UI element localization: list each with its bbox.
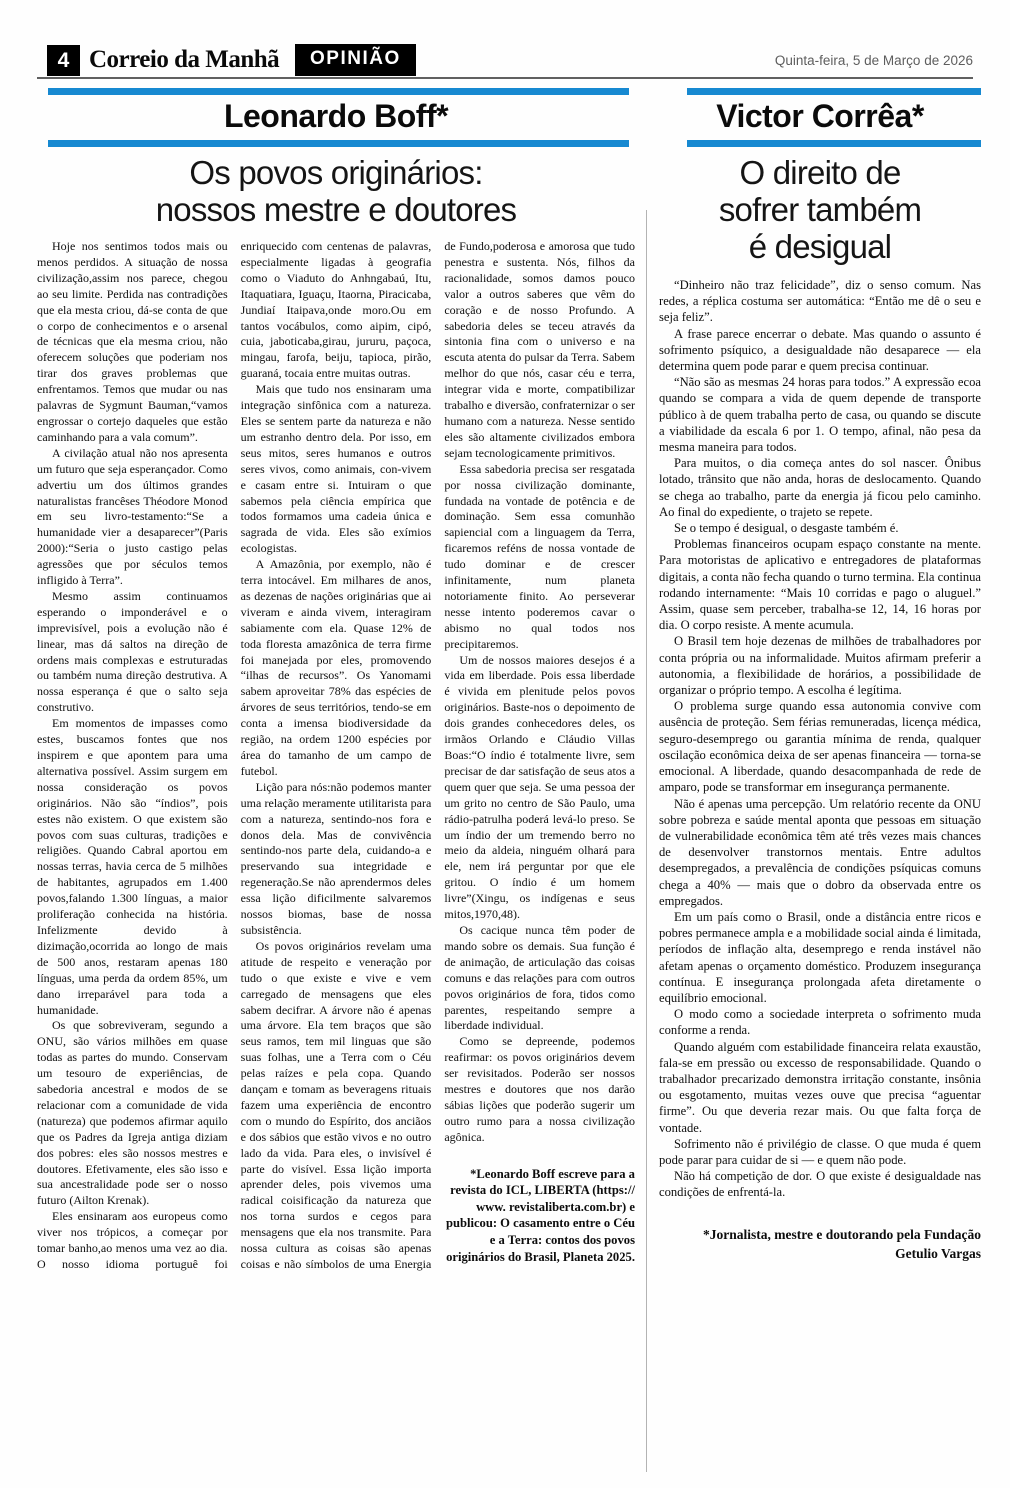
body-paragraph: Em um país como o Brasil, onde a distância entre ricos e pobres permanece ampla e a mobilidade social ainda é limitada, períodos de inflação alta, desemprego e renda instável não afetam apenas o orçamento doméstico. Produzem insegurança contínua. E insegurança prolongada afeta diretamente o equilíbrio emocional.	[659, 909, 981, 1005]
body-paragraph: Hoje nos sentimos todos mais ou menos perdidos. A situação de nossa civilização,assim nos parece, chegou ao seu limite. Perdida nas contradições que ela mesta criou, dá-se conta de que o corpo de conhecimentos e o arsenal de técnicas que ela mesma criou, não oferecem soluções que poderiam nos tirar dos graves problemas que enfrentamos. Temos que mudar ou nas palavras de Sygmunt Bauman,“vamos engrossar o cortejo daqueles que estão caminhando para a vala comum”.	[37, 239, 228, 444]
accent-bar-top	[48, 88, 629, 95]
article-title	[37, 154, 635, 228]
article-divider-line	[646, 210, 647, 1472]
body-paragraph: “Não são as mesmas 24 horas para todos.” A expressão ecoa quando se compara a vida de quem depende de transporte público à de quem trabalha perto de casa, ou quando se discute a viabilidade da escala 6 por 1. O tempo, afinal, não pesa da mesma maneira para todos.	[659, 375, 981, 455]
title-line: sofrer também	[718, 191, 922, 228]
author-credit: *Jornalista, mestre e doutorando pela Fundação Getulio Vargas	[702, 1226, 981, 1261]
article-leonardo-boff	[37, 88, 635, 1273]
body-paragraph: Para muitos, o dia começa antes do sol nascer. Ônibus lotado, trânsito que não anda, horas de deslocamento. Quando se chega ao trabalho, parte da energia já ficou pelo caminho. Ao final do expediente, o trajeto se repete.	[659, 456, 981, 519]
body-paragraph: Um de nossos maiores desejos é a vida em liberdade. Pois essa liberdade é vivida em plenitude pelos povos originários. Baste-nos o depoimento de dois grandes conhecedores deles, os irmãos Orlando e Cláudio Villas Boas:“O índio é totalmente livre, sem precisar de dar satisfação de seus atos a quem quer que seja. Se uma pessoa der um grito no centro de São Paulo, uma rádio-patrulha poderá levá-lo preso. Se um índio der um tremendo berro no meio da aldeia, ninguém olhará para ele, nem irá perguntar por que ele gritou. O índio é um homem livre”(Xingu, os indígenas e seus mitos,1970,48).	[444, 652, 635, 922]
paragraphs-container	[659, 277, 981, 1201]
section-label: OPINIÃO	[295, 44, 416, 76]
article-body	[659, 277, 981, 1263]
masthead-logo: Correio da Manhã	[89, 46, 280, 73]
body-paragraph: A frase parece encerrar o debate. Mas quando o assunto é sofrimento psíquico, a desigualdade não desaparece — ela determina quem pode parar e quem precisa continuar.	[659, 326, 981, 374]
body-paragraph: Se o tempo é desigual, o desgaste também é.	[674, 521, 899, 536]
body-paragraph: Eles ensinaram aos europeus como viver nos trópicos, a começar por tomar banho,ao menos uma vez ao dia. O nosso idioma portuguê foi enriquecido com centenas de palavras, especialmente ligadas à geografia como o Viaduto do Anhngabaú, Itu, Itaquatiara, Iguaçu, Itaorna, Piracicaba, Jundiaí Itaipava,onde moro.Ou em tantos vocábulos, como aipim, cipó, cuia, jaboticaba,girau, jururu, paçoca, mingau, farofa, beiju, tapioca, pirão, guaraná, tocaia entre muitas outras.	[37, 239, 432, 1271]
title-line: Os povos originários:	[189, 154, 483, 191]
body-paragraph: Mesmo assim continuamos esperando o imponderável e o imprevisível, pois a evolução não é linear, mas dá saltos na direção de ordens mais complexas e estruturadas ou também numa direção destrutiva. A nossa esperança é que o salto seja construtivo.	[37, 588, 228, 715]
body-paragraph: Quando alguém com estabilidade financeira relata exaustão, fala-se em pressão ou excesso de responsabilidade. Quando o trabalhador precarizado demonstra irritação constante, insônia ou esgotamento, muitas vezes ouve que precisa “aguentar firme”. Ou que deveria rezar mais. Ou que falta força de vontade.	[659, 1039, 981, 1135]
body-paragraph: O problema surge quando essa autonomia convive com ausência de proteção. Sem férias remuneradas, licença médica, seguro-desemprego ou garantia mínima de renda, qualquer oscilação econômica deixa de ser apenas financeira — torna-se emocional. A liberdade, quando desacompanhada de rede de amparo, pode se transformar em insegurança permanente.	[659, 699, 981, 795]
body-paragraph: A Amazônia, por exemplo, não é terra intocável. Em milhares de anos, as dezenas de nações originárias que ai viveram e ainda vivem, interagiram sabiamente com ela. Quase 12% de toda floresta amazônica de terra firme foi manejada por eles, promovendo “ilhas de recursos”. Os Yanomami sabem aproveitar 78% das espécies de árvores de seus territórios, tendo-se em conta a imensa biodiversidade da região, na ordem 1200 espécies por área do tamanho de um campo de futebol.	[240, 557, 432, 778]
body-paragraph: O Brasil tem hoje dezenas de milhões de trabalhadores por conta própria ou na informalidade. Muitos afirmam preferir a autonomia, a flexibilidade de horários, a possibilidade de organizar o próprio tempo. A escolha é legítima.	[659, 634, 981, 698]
body-paragraph: Mais que tudo nos ensinaram uma integração sinfônica com a natureza. Eles se sentem parte da natureza e não um estranho dentro dela. Por isso, em seus mitos, seres humanos e outros seres vivos, como animais, con-vivem e casam entre si. Intuiram o que sabemos pela ciência empírica que todos formamos uma cadeia única e sagrada de vida. Eles são exímios ecologistas.	[240, 382, 432, 556]
author-byline: Victor Corrêa*	[716, 98, 924, 134]
edition-date: Quinta-feira, 5 de Março de 2026	[774, 53, 973, 68]
body-paragraph: Sofrimento não é privilégio de classe. O que muda é quem pode parar para cuidar de si — e quem não pode.	[659, 1136, 981, 1167]
body-paragraph: A civilação atual não nos apresenta um futuro que seja esperançador. Como advertiu um dos últimos grandes naturalistas francêses Théodore Monod em seu livro-testamento:“Se a humanidade vier a desaparecer”(Paris 2000):“Seria o justo castigo pelas agressões que por séculos temos infligido à Terra”.	[37, 445, 228, 588]
body-paragraph: Os que sobreviveram, segundo a ONU, são vários milhões em quase todas as partes do mundo. Conservam um tesouro de experiências, de sabedoria ancestral e modos de se relacionar com a comunidade de vida (natureza) que podemos afirmar aquilo que os Padres da Igreja antiga diziam dos pobres: eles são nossos mestres e doutores. Efetivamente, eles são isso e sua ancestralidade pode ser o nosso futuro (Ailton Krenak).	[37, 1018, 228, 1208]
body-paragraph: Lição para nós:não podemos manter uma relação meramente utilitarista para com a natureza, sentindo-nos fora e donos dela. Mas de convivência sentindo-nos parte dela, cuidando-a e preservando sua integridade e regeneração.Se não aprendermos deles essa lição dificilmente salvaremos nossos biomas, base de nossa subsistência.	[240, 779, 432, 937]
accent-bar-top	[687, 88, 981, 95]
body-paragraph: Não é apenas uma percepção. Um relatório recente da ONU sobre pobreza e saúde mental aponta que pessoas em situação de vulnerabilidade econômica têm até três vezes mais chances de desenvolver transtornos mentais. Entre adultos desempregados, a prevalência de condições psíquicas comuns chega a 40% — mais que o dobro da observada entre os empregados.	[659, 796, 981, 908]
title-line: nossos mestre e doutores	[155, 191, 517, 228]
body-paragraph: Não há competição de dor. O que existe é desigualdade nas condições de enfrentá-la.	[659, 1169, 981, 1200]
body-paragraph: Em momentos de impasses como estes, buscamos fontes que nos inspirem e que apontem para uma alternativa possível. Assim surgem em nossa consideração os povos originários. Não são “índios”, pois estes não existem. O que existem são povos com suas culturas, tradições e religiões. Quando Cabral aportou em nossas terras, havia cerca de 5 milhões de habitantes, agrupados em 1.400 povos,falando 1.300 línguas, a maior proliferação conhecida na história. Infelizmente devido à dizimação,ocorrida ao longo de mais de 500 anos, restaram apenas 180 línguas, uma perda da ordem 85%, um dano irreparável para toda a humanidade.	[37, 716, 228, 1017]
author-credit: *Leonardo Boff escreve para a revista do ICL, LIBERTA (https:// www. revistaliberta.com.br) e publicou: O casamento entre o Céu e a Terra: contos dos povos originários do Brasil, Planeta 2025.	[445, 1166, 635, 1264]
body-paragraph: Os cacique nunca têm poder de mando sobre os demais. Sua função é de animação, de articulação das coisas comuns e das relações para com outros povos originários de fora, tidos como parentes, respeitando sempre a liberdade individual.	[444, 922, 635, 1033]
page-number-box	[47, 45, 80, 76]
body-paragraph: Os povos originários revelam uma atitude de respeito e veneração por tudo o que existe e vive e vem carregado de mensagens que eles sabem decifrar. A árvore não é apenas uma árvore. Ela tem braços que são seus ramos, tem mil linguas que são suas folhas, une a Terra com o Céu pelas raízes e pela copa. Quando dançam e tomam as beveragens rituais fazem uma experiência de encontro com o mundo do Espírito, dos anciãos e dos sábios que estão vivos e no outro lado da vida. Para eles, o invisível é parte do visível. Essa lição importa aprender deles, pois vivemos uma radical coisificação da natureza que nos torna surdos e cegos para mensagens que ela nos transmite. Para nossa cultura as coisas são apenas coisas e não símbolos de uma Energia de Fundo,poderosa e amorosa que tudo penestra e sustenta. Nós, filhos da racionalidade, somos damos pouco valor a outros saberes que vêm do coração e de nosso Profundo. A sabedoria deles se teceu através da sintonia fina com o universo e na escuta atenta do pulsar da Terra. Sabem melhor do que nós, casar céu e terra, integrar vida e morte, compatibilizar trabalho e diversão, confraternizar o ser humano com a natureza. Nesse sentido eles são altamente civilizados embora sejam tecnologicamente primitivos.	[240, 239, 635, 1271]
title-line: O direito de	[739, 154, 901, 191]
body-paragraph: Como se depreende, podemos reafirmar: os povos originários devem ser revisitados. Poderão ser nossos mestres e doutores que nos darão sábias lições que poderão sugerir um outro rumo para a nossa civilização agônica.	[444, 1034, 635, 1144]
article-body	[37, 239, 635, 1273]
accent-bar-bottom	[687, 140, 981, 147]
body-paragraph: “Dinheiro não traz felicidade”, diz o senso comum. Nas redes, a réplica costuma ser automática: “Então me dê o seu e seja feliz”.	[659, 278, 981, 325]
author-byline: Leonardo Boff*	[223, 98, 449, 134]
article-victor-correa	[659, 88, 981, 1263]
body-paragraph: O modo como a sociedade interpreta o sofrimento muda conforme a renda.	[659, 1007, 981, 1038]
paragraphs-container	[37, 239, 635, 1273]
page-header	[37, 44, 973, 79]
body-paragraph: Problemas financeiros ocupam espaço constante na mente. Para motoristas de aplicativo e entregadores de plataformas digitais, a conta não fecha quando o turno termina. Ela continua rodando internamente: “Mais 10 corridas e pago o aluguel.” Assim, quase sem perceber, trabalha-se 12, 14, 16 horas por dia. O corpo resiste. A mente acumula.	[659, 537, 981, 633]
title-line: é desigual	[748, 228, 892, 265]
page-number: 4	[57, 48, 70, 72]
body-paragraph: Essa sabedoria precisa ser resgatada por nossa civilização dominante, fundada na vontade de potência e de dominação. Sem essa comunhão sapiencial com a linguagem da Terra, ficaremos reféns de nossa vontade de tudo dominar e de crescer infinitamente, num planeta notoriamente finito. Ao perseverar nesse intento poderemos cavar o abismo no qual todos nos precipitaremos.	[444, 461, 635, 651]
accent-bar-bottom	[48, 140, 629, 147]
article-title	[659, 154, 981, 265]
